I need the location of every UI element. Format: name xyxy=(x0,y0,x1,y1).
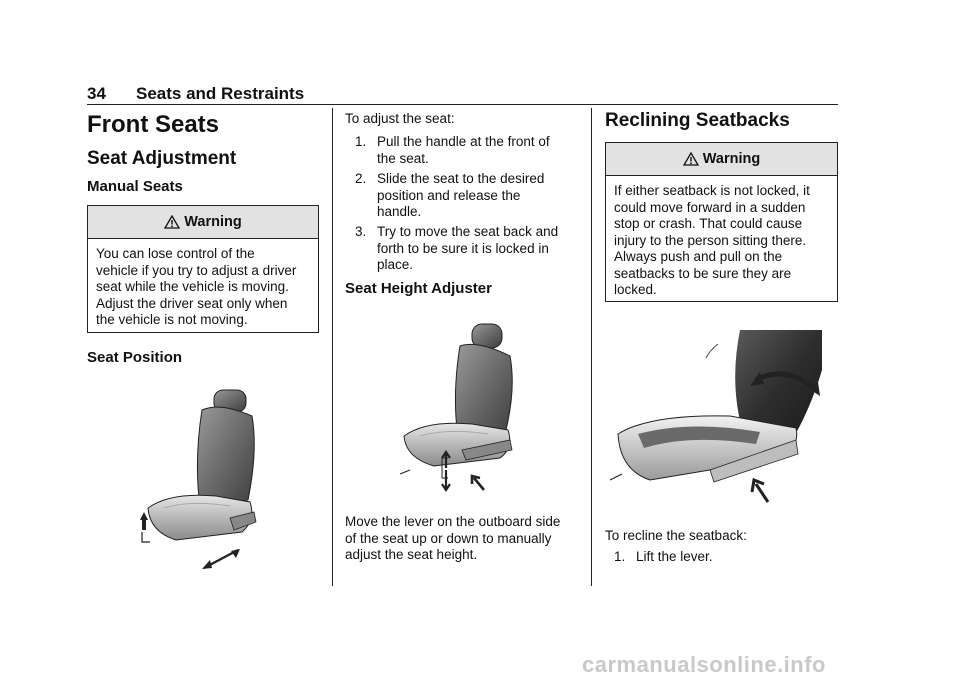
step-text xyxy=(377,134,550,167)
warning-triangle-icon xyxy=(683,152,699,166)
warning-triangle-icon xyxy=(164,215,180,229)
step-line: handle. xyxy=(377,204,422,219)
list-item xyxy=(355,171,585,221)
step-line: forth to be sure it is locked in xyxy=(377,240,549,256)
subsection-heading: Manual Seats xyxy=(87,178,183,195)
page-number: 34 xyxy=(87,84,106,103)
warning-line: vehicle if you try to adjust a driver xyxy=(96,262,297,278)
adjust-intro: To adjust the seat: xyxy=(345,111,455,126)
warning-header xyxy=(606,143,837,176)
warning-line: seatbacks to be sure they are xyxy=(614,265,792,281)
warning-header xyxy=(88,206,318,239)
warning-line: could move forward in a sudden xyxy=(614,199,806,215)
warning-line: Always push and pull on the xyxy=(614,249,783,264)
step-number: 3. xyxy=(355,224,367,239)
step-text xyxy=(377,171,544,221)
warning-line: stop or crash. That could cause xyxy=(614,216,803,231)
watermark: carmanualsonline.info xyxy=(582,652,826,677)
warning-line: seat while the vehicle is moving. xyxy=(96,279,289,294)
reclining-heading: Reclining Seatbacks xyxy=(605,110,790,131)
step-line: the seat. xyxy=(377,150,429,166)
step-line: position and release the xyxy=(377,187,521,203)
step-line: Slide the seat to the desired xyxy=(377,171,545,186)
warning-line: If either seatback is not locked, it xyxy=(614,183,810,198)
step-number: 1. xyxy=(355,134,367,149)
body-line: Move the lever on the outboard side xyxy=(345,514,561,529)
list-item xyxy=(355,134,585,168)
body-line: adjust the seat height. xyxy=(345,547,478,562)
warning-line: You can lose control of the xyxy=(96,246,255,261)
warning-line: injury to the person sitting there. xyxy=(614,232,807,248)
height-text xyxy=(345,514,585,564)
warning-text xyxy=(606,176,837,306)
section-title: Seats and Restraints xyxy=(136,84,305,103)
height-adjuster-heading: Seat Height Adjuster xyxy=(345,280,492,297)
warning-box-seatback xyxy=(605,142,838,302)
warning-label: Warning xyxy=(184,214,242,230)
step-number: 1. xyxy=(614,549,626,564)
page-heading: Front Seats xyxy=(87,111,220,138)
step-text xyxy=(377,224,558,274)
step-line: place. xyxy=(377,257,414,272)
list-item xyxy=(614,549,834,567)
list-item xyxy=(355,224,585,274)
step-text: Lift the lever. xyxy=(636,549,713,564)
warning-line: the vehicle is not moving. xyxy=(96,312,248,327)
warning-line: Adjust the driver seat only when xyxy=(96,295,288,311)
warning-label: Warning xyxy=(702,151,761,167)
step-number: 2. xyxy=(355,171,367,186)
step-line: Pull the handle at the front of xyxy=(377,134,550,149)
warning-text xyxy=(88,239,318,336)
section-heading: Seat Adjustment xyxy=(87,148,237,169)
column-divider xyxy=(332,108,333,586)
header-rule xyxy=(87,104,838,105)
step-line: Try to move the seat back and xyxy=(377,224,559,239)
seatback-recline-illustration xyxy=(610,330,822,508)
column-divider xyxy=(591,108,592,586)
warning-line: locked. xyxy=(614,282,657,297)
body-line: of the seat up or down to manually xyxy=(345,530,552,546)
warning-box-driver xyxy=(87,205,319,333)
recline-intro: To recline the seatback: xyxy=(605,528,747,543)
seat-height-illustration xyxy=(392,318,532,498)
seat-position-heading: Seat Position xyxy=(87,349,183,366)
seat-position-illustration xyxy=(130,380,280,575)
